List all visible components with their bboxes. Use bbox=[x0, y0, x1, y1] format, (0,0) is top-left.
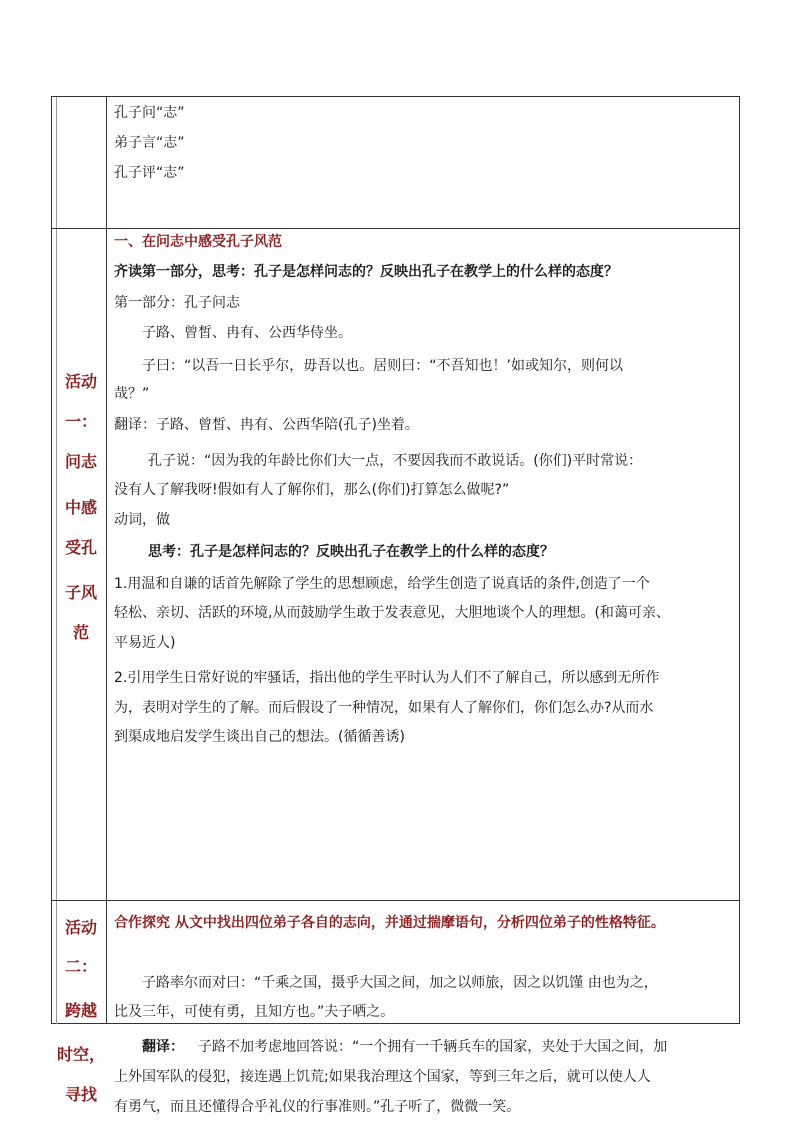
section-heading: 一、在问志中感受孔子风范 bbox=[114, 234, 282, 250]
activity-title: 一： bbox=[64, 412, 97, 431]
answer-line: 轻松、亲切、活跃的环境,从而鼓励学生敢于发表意见，大胆地谈个人的理想。(和蔼可亲、 bbox=[114, 605, 670, 621]
activity-title: 跨越 bbox=[64, 1001, 97, 1020]
activity-title: 二： bbox=[64, 957, 97, 976]
classical-text: 子曰：“以吾一日长乎尔，毋吾以也。居则曰：“不吾知也！’如或知尔，则何以 bbox=[142, 358, 623, 374]
answer-line: 2.引用学生日常好说的牢骚话，指出他的学生平时认为人们不了解自己，所以感到无所作 bbox=[114, 670, 660, 686]
translation: 翻译：子路、曾皙、冉有、公西华陪(孔子)坐着。 bbox=[114, 417, 419, 433]
outline-line: 弟子言“志” bbox=[114, 135, 185, 151]
activity-title: 子风 bbox=[64, 583, 97, 602]
translation: 没有人了解我呀!假如有人了解你们，那么(你们)打算怎么做呢?” bbox=[114, 482, 510, 498]
content-cell bbox=[108, 901, 739, 1115]
activity-title: 中感 bbox=[64, 498, 97, 517]
translation: 子路不加考虑地回答说：“一个拥有一千辆兵车的国家，夹处于大国之间，加 bbox=[198, 1039, 668, 1055]
classical-text: 哉？” bbox=[114, 386, 150, 402]
answer-line: 平易近人) bbox=[114, 635, 176, 651]
lesson-table bbox=[51, 96, 740, 1115]
question-prompt: 齐读第一部分，思考：孔子是怎样问志的？反映出孔子在教学上的什么样的态度？ bbox=[114, 264, 618, 280]
classical-text: 子路、曾皙、冉有、公西华侍坐。 bbox=[142, 325, 352, 341]
activity-title: 受孔 bbox=[64, 538, 97, 557]
activity-title: 活动 bbox=[64, 372, 97, 391]
task-prompt: 合作探究 从文中找出四位弟子各自的志向，并通过揣摩语句，分析四位弟子的性格特征。 bbox=[114, 915, 665, 931]
answer-line: 1.用温和自谦的话首先解除了学生的思想顾虑，给学生创造了说真话的条件,创造了一个 bbox=[114, 576, 650, 592]
activity-cell bbox=[52, 229, 107, 900]
activity-title: 寻找 bbox=[64, 1085, 97, 1104]
translation: 孔子说：“因为我的年龄比你们大一点，不要因我而不敢说话。(你们)平时常说： bbox=[148, 453, 643, 469]
outline-line: 孔子评“志” bbox=[114, 165, 185, 181]
part-label: 第一部分：孔子问志 bbox=[114, 295, 240, 311]
translation-label: 翻译： bbox=[142, 1039, 184, 1055]
activity-title: 问志 bbox=[64, 452, 97, 471]
activity-title: 范 bbox=[72, 623, 89, 642]
answer-line: 到渠成地启发学生谈出自己的想法。(循循善诱) bbox=[114, 729, 405, 745]
translation: 上外国军队的侵犯，接连遇上饥荒;如果我治理这个国家，等到三年之后，就可以使人人 bbox=[114, 1069, 651, 1085]
activity-title: 活动 bbox=[64, 918, 97, 937]
outline-line: 孔子问“志” bbox=[114, 105, 185, 121]
think-question: 思考：孔子是怎样问志的？反映出孔子在教学上的什么样的态度？ bbox=[148, 544, 554, 560]
translation: 有勇气，而且还懂得合乎礼仪的行事准则。”孔子听了，微微一笑。 bbox=[114, 1099, 521, 1115]
table-row bbox=[52, 900, 739, 1115]
classical-text: 比及三年，可使有勇，且知方也。”夫子哂之。 bbox=[114, 1004, 395, 1020]
table-row bbox=[52, 228, 739, 900]
classical-text: 子路率尔而对曰：“千乘之国，摄乎大国之间，加之以师旅，因之以饥馑 由也为之， bbox=[142, 975, 658, 991]
content-cell bbox=[108, 229, 739, 900]
activity-title: 时空， bbox=[56, 1045, 105, 1064]
activity-cell bbox=[52, 901, 107, 1104]
answer-line: 为，表明对学生的了解。而后假设了一种情况，如果有人了解你们，你们怎么办?从而水 bbox=[114, 700, 654, 716]
content-cell bbox=[108, 97, 739, 228]
note: 动词，做 bbox=[114, 512, 170, 528]
table-row bbox=[52, 97, 739, 228]
activity-cell bbox=[52, 97, 107, 228]
